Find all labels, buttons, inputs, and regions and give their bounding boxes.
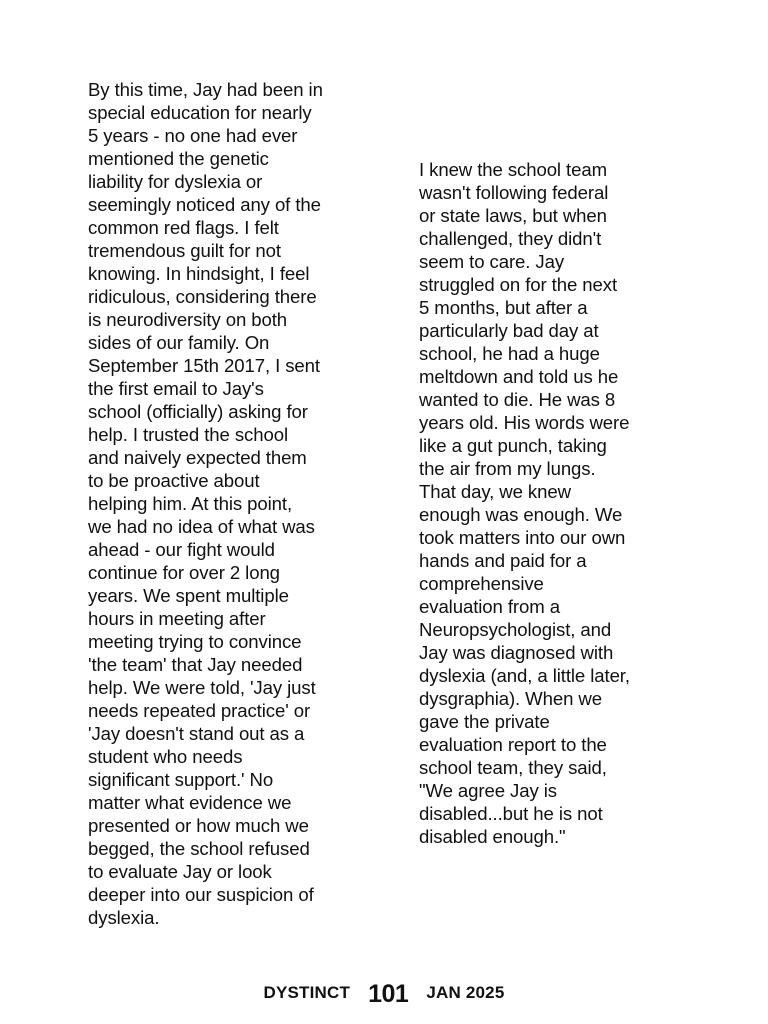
- page-number: 101: [368, 980, 409, 1008]
- article-left-column: [88, 78, 356, 929]
- article-right-column: [419, 158, 667, 848]
- right-column-paragraph: I knew the school team wasn't following federal or state laws, but when challenged, they didn't seem to care. Jay struggled on for the next 5 months, but after a particularly bad day at school, he had a huge meltdown and told us he wanted to die. He was 8 years old. His words were like a gut punch, taking the air from my lungs. That day, we knew enough was enough. We took matters into our own hands and paid for a comprehensive evaluation from a Neuropsychologist, and Jay was diagnosed with dyslexia (and, a little later, dysgraphia). When we gave the private evaluation report to the school team, they said, "We agree Jay is disabled...but he is not disabled enough.": [419, 159, 630, 847]
- magazine-name: DYSTINCT: [263, 983, 351, 1002]
- left-column-paragraph: By this time, Jay had been in special education for nearly 5 years - no one had ever mentioned the genetic liability for dyslexia or seemingly noticed any of the common red flags. I felt tremendous guilt for not knowing. In hindsight, I feel ridiculous, considering there is neurodiversity on both sides of our family. On September 15th 2017, I sent the first email to Jay's school (officially) asking for help. I trusted the school and naively expected them to be proactive about helping him. At this point, we had no idea of what was ahead - our fight would continue for over 2 long years. We spent multiple hours in meeting after meeting trying to convince 'the team' that Jay needed help. We were told, 'Jay just needs repeated practice' or 'Jay doesn't stand out as a student who needs significant support.' No matter what evidence we presented or how much we begged, the school refused to evaluate Jay or look deeper into our suspicion of dyslexia.: [88, 79, 323, 928]
- issue-date: JAN 2025: [426, 983, 505, 1002]
- page-footer: [0, 976, 768, 1010]
